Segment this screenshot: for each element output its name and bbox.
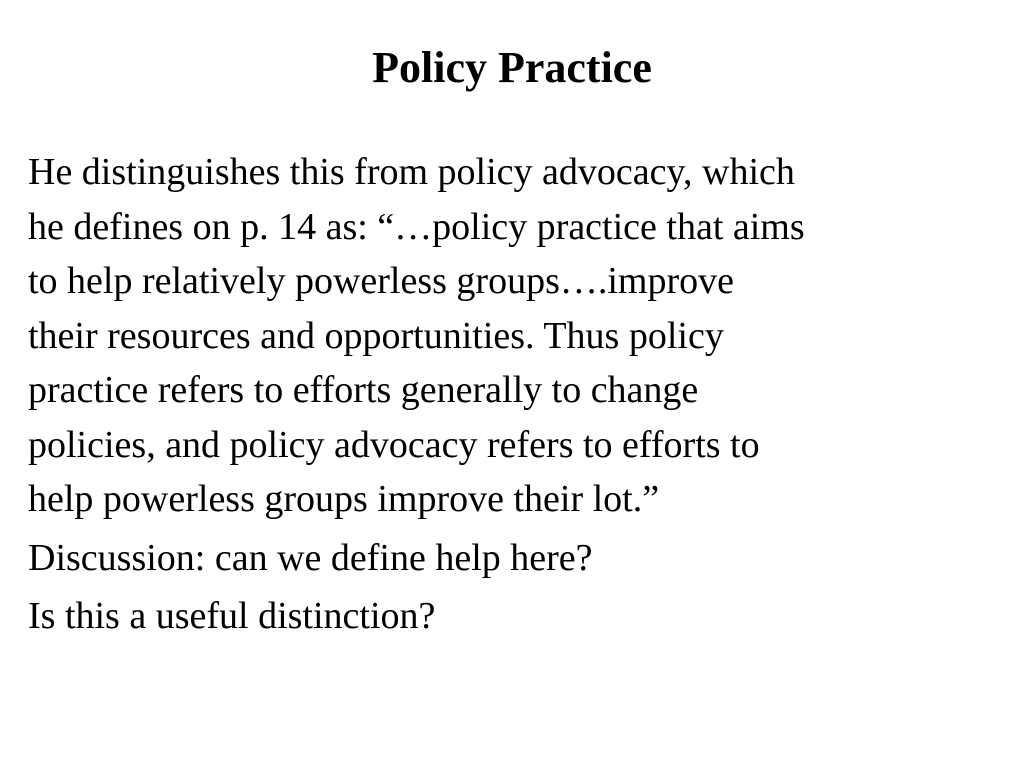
paragraph-question [28,589,1018,644]
text-line: Is this a useful distinction? [28,595,436,637]
text-line: to help relatively powerless groups….improve [28,260,735,302]
paragraph-discussion [28,531,1018,586]
text-line: their resources and opportunities. Thus policy [28,314,724,357]
text-line: he defines on p. 14 as: “…policy practice that aims [28,205,805,248]
text-line: practice refers to efforts generally to change [28,369,699,411]
paragraph-policy-advocacy [28,145,1018,527]
text-line: He distinguishes this from policy advocacy, which [28,151,795,193]
text-line: Discussion: can we define help here? [28,536,593,579]
text-line: policies, and policy advocacy refers to efforts to [28,423,760,466]
text-line: help powerless groups improve their lot.” [28,478,660,520]
slide-title: Policy Practice [372,43,652,92]
slide-body [28,145,1018,648]
